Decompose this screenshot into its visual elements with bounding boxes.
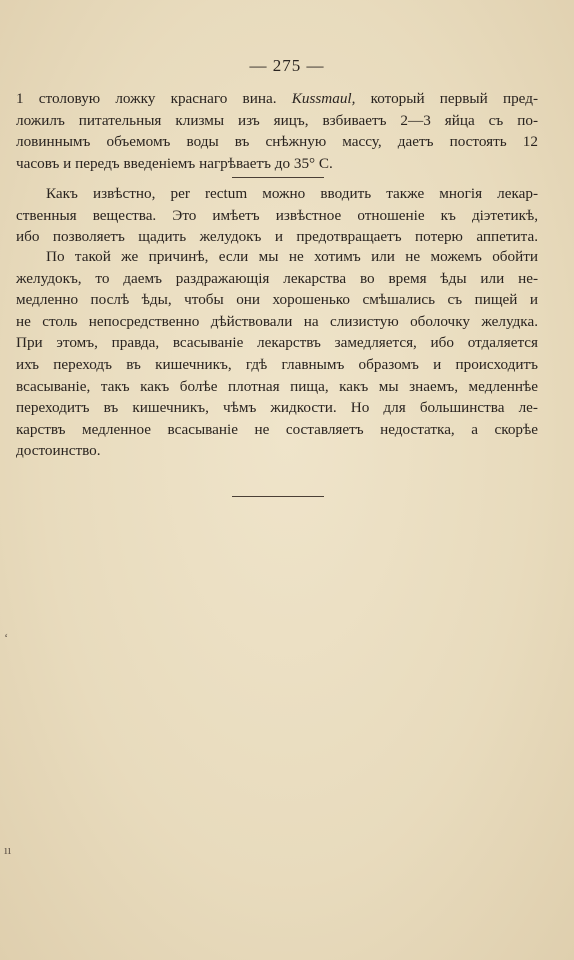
paragraph-line: часовъ и передъ введеніемъ нагрѣваетъ до 35° С. [16, 154, 333, 172]
paragraph-line: ловиннымъ объемомъ воды въ снѣжную массу, даетъ постоять 12 [16, 133, 538, 151]
paragraph-1 [16, 88, 538, 174]
author-name: Kussmaul, [291, 90, 356, 107]
paragraph-line: ственныя вещества. Это имѣетъ извѣстное отношеніе къ діэтетикѣ, [16, 206, 538, 224]
paragraph-line: ибо позволяетъ щадить желудокъ и предотвращаетъ потерю аппетита. [16, 228, 538, 246]
paragraph-line: ложилъ питательныя клизмы изъ яицъ, взбиваетъ 2—3 яйца съ по- [16, 111, 538, 129]
paragraph-line: достоинство. [16, 442, 101, 460]
paragraph-line: По такой же причинѣ, если мы не хотимъ или не можемъ обойти [46, 248, 538, 265]
page-number: — 275 — [249, 56, 325, 75]
paragraph-line: переходитъ въ кишечникъ, чѣмъ жидкости. Но для большинства ле- [16, 399, 538, 417]
margin-mark: ‘ [4, 630, 9, 645]
paragraph-line: При этомъ, правда, всасываніе лекарствъ замедляется, ибо отдаляется [16, 334, 538, 352]
section-divider [232, 177, 324, 178]
paragraph-line: медленно послѣ ѣды, чтобы они хорошенько смѣшались съ пищей и [16, 291, 538, 309]
paragraph-line: ихъ переходъ въ кишечникъ, гдѣ главнымъ образомъ и происходитъ [16, 355, 538, 373]
paragraph-line: 1 столовую ложку краснаго вина. Kussmaul, который первый пред- [16, 90, 539, 107]
paragraph-line: не столь непосредственно дѣйствовали на слизистую оболочку желудка. [16, 312, 538, 330]
margin-mark: ıı [4, 842, 12, 857]
paragraph-line: желудокъ, то даемъ раздражающія лекарства во время ѣды или не- [16, 269, 538, 287]
paragraph-line: всасываніе, такъ какъ болѣе плотная пища, какъ мы знаемъ, медленнѣе [16, 377, 538, 395]
paragraph-2 [16, 183, 538, 248]
paragraph-line: карствъ медленное всасываніе не составляетъ недостатка, а скорѣе [16, 420, 538, 438]
paragraph-3 [16, 246, 538, 462]
paragraph-line: Какъ извѣстно, per rectum можно вводить также многія лекар- [46, 185, 538, 202]
section-divider [232, 496, 324, 497]
